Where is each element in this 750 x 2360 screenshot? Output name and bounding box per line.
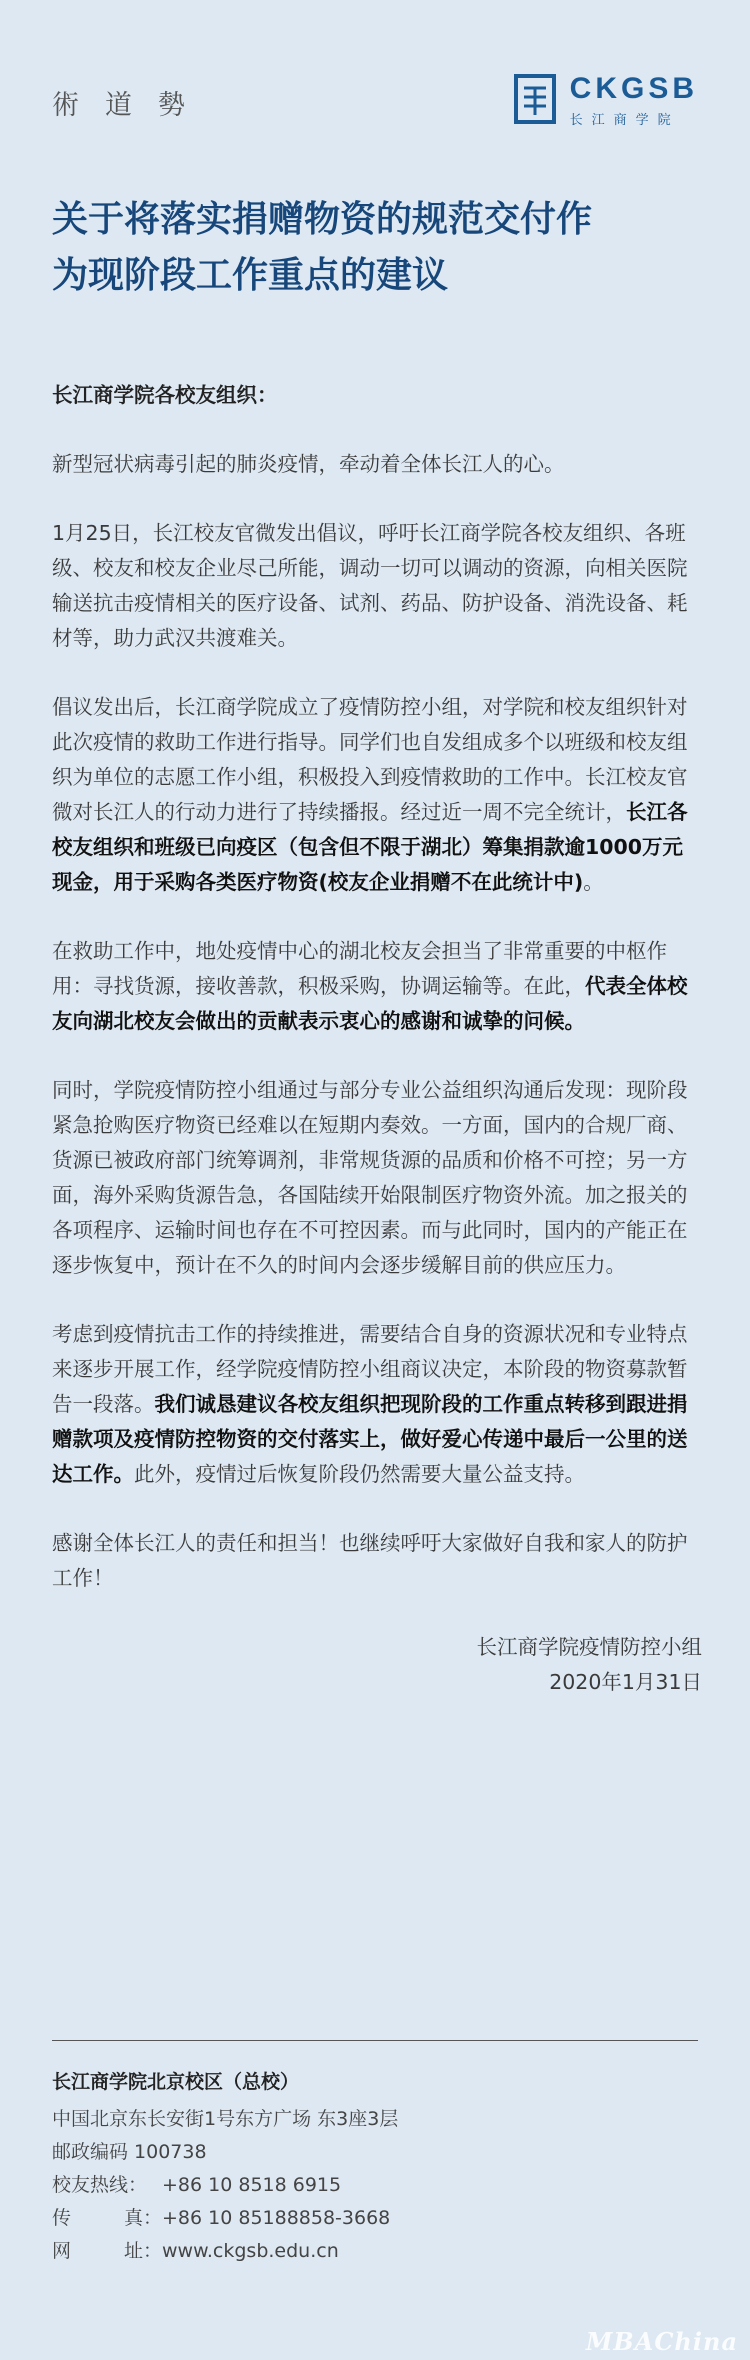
hotline-label: 校友热线： [52,2174,148,2196]
paragraph-6 [52,1317,702,1492]
divider [52,2040,698,2041]
website-row [52,2235,698,2268]
paragraph-6-end: 此外，疫情过后恢复阶段仍然需要大量公益支持。 [134,1462,585,1486]
fax-label-part1: 传 [52,2207,72,2229]
fax-row [52,2202,698,2235]
fax-label-part2: 真： [123,2207,162,2229]
ckgsb-logo [510,70,698,130]
calligraphy-brand [52,80,185,122]
salutation: 长江商学院各校友组织： [52,383,278,407]
ckgsb-logo-icon [510,70,560,130]
paragraph-2: 1月25日，长江校友官微发出倡议，呼吁长江商学院各校友组织、各班级、校友和校友企业尽己所能，调动一切可以调动的资源，向相关医院输送抗击疫情相关的医疗设备、试剂、药品、防护设备、消洗设备、耗材等，助力武汉共渡难关。 [52,521,688,650]
calligraphy-glyph-dao: 道 [105,90,132,121]
title-line-2: 为现阶段工作重点的建议 [52,255,449,296]
contact-footer [52,2066,698,2268]
calligraphy-glyph-shu: 術 [52,90,79,121]
paragraph-3 [52,690,702,900]
calligraphy-item [158,80,185,122]
page-header [52,70,698,150]
logo-chinese: 长江商学院 [569,112,680,128]
calligraphy-item [52,80,79,122]
calligraphy-glyph-shi: 勢 [158,90,185,121]
hotline-row [52,2169,698,2202]
paragraph-3-text: 倡议发出后，长江商学院成立了疫情防控小组，对学院和校友组织针对此次疫情的救助工作进行指导。同学们也自发组成多个以班级和校友组织为单位的志愿工作小组，积极投入到疫情救助的工作中。长江校友官微对长江人的行动力进行了持续播报。经过近一周不完全统计， [52,695,688,824]
paragraph-6-highlight: 我们诚恳建议各校友组织把现阶段的工作重点转移到跟进捐赠款项及疫情防控物资的交付落实上，做好爱心传递中最后一公里的送达工作。 [52,1392,688,1486]
paragraph-3-end: 。 [583,870,604,894]
paragraph-4 [52,934,702,1039]
mbachina-watermark: MBAChina [585,2327,738,2356]
paragraph-4-highlight: 代表全体校友向湖北校友会做出的贡献表示衷心的感谢和诚挚的问候。 [52,974,688,1033]
title-line-1: 关于将落实捐赠物资的规范交付作 [52,199,593,240]
signature-date: 2020年1月31日 [549,1670,702,1694]
signature-org: 长江商学院疫情防控小组 [476,1635,702,1659]
campus-name: 长江商学院北京校区（总校） [52,2071,300,2093]
fax-value: +86 10 85188858-3668 [162,2207,391,2229]
paragraph-4-text: 在救助工作中，地处疫情中心的湖北校友会担当了非常重要的中枢作用：寻找货源，接收善款，积极采购，协调运输等。在此， [52,939,667,998]
hotline-value: +86 10 8518 6915 [162,2174,342,2196]
campus-address: 中国北京东长安街1号东方广场 东3座3层 [52,2108,399,2130]
paragraph-3-highlight: 长江各校友组织和班级已向疫区（包含但不限于湖北）筹集捐款逾1000万元现金，用于采购各类医疗物资(校友企业捐赠不在此统计中) [52,800,688,894]
paragraph-6-text: 考虑到疫情抗击工作的持续推进，需要结合自身的资源状况和专业特点来逐步开展工作，经学院疫情防控小组商议决定，本阶段的物资募款暂告一段落。 [52,1322,688,1416]
paragraph-7: 感谢全体长江人的责任和担当！也继续呼吁大家做好自我和家人的防护工作！ [52,1531,688,1590]
paragraph-5: 同时，学院疫情防控小组通过与部分专业公益组织沟通后发现：现阶段紧急抢购医疗物资已经难以在短期内奏效。一方面，国内的合规厂商、货源已被政府部门统筹调剂，非常规货源的品质和价格不可控；另一方面，海外采购货源告急，各国陆续开始限制医疗物资外流。加之报关的各项程序、运输时间也存在不可控因素。而与此同时，国内的产能正在逐步恢复中，预计在不久的时间内会逐步缓解目前的供应压力。 [52,1078,688,1277]
postcode: 邮政编码 100738 [52,2141,207,2163]
paragraph-1: 新型冠状病毒引起的肺炎疫情，牵动着全体长江人的心。 [52,452,565,476]
calligraphy-item [105,80,132,122]
page-title [52,192,698,304]
letter-body [52,378,702,1734]
website-link[interactable]: www.ckgsb.edu.cn [162,2240,339,2262]
logo-english: CKGSB [569,71,698,105]
web-label-part2: 址： [123,2240,162,2262]
web-label-part1: 网 [52,2240,72,2262]
